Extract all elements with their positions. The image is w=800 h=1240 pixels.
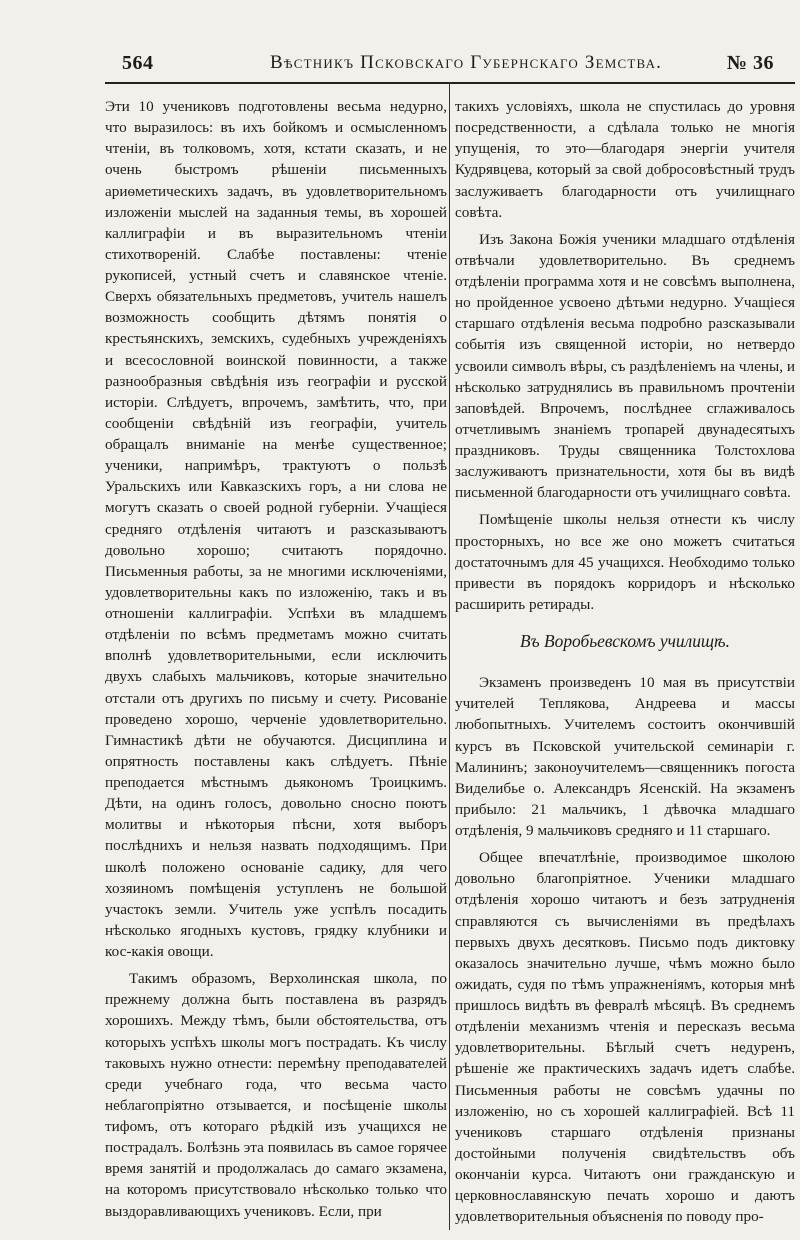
running-header bbox=[122, 50, 774, 86]
left-column bbox=[105, 96, 447, 1222]
page-number: 564 bbox=[122, 52, 154, 74]
paragraph: Экзаменъ произведенъ 10 мая въ присутствіи учителей Теплякова, Андреева и массы любопытныхъ. Учителемъ состоитъ окончившій курсъ въ Псковской учительской семинаріи г. Малининъ; законоучителемъ—священникъ погоста Виделибье о. Александръ Ясенскій. На экзаменъ прибыло: 21 мальчикъ, 1 дѣвочка младшаго отдѣленія, 9 мальчиковъ средняго и 11 старшаго. bbox=[455, 674, 795, 839]
paragraph: такихъ условіяхъ, школа не спустилась до уровня посредственности, а сдѣлала только не многія упущенія, то это—благодаря энергіи учителя Кудрявцева, который за свой добросовѣстный трудъ заслуживаетъ благодарности отъ училищнаго совѣта. bbox=[455, 98, 795, 221]
issue-number: № 36 bbox=[726, 52, 774, 74]
right-column bbox=[455, 96, 795, 1227]
column-divider bbox=[449, 82, 450, 1230]
paragraph: Изъ Закона Божія ученики младшаго отдѣленія отвѣчали удовлетворительно. Въ среднемъ отдѣленіи программа хотя и не совсѣмъ выполнена, но пройденное усвоено дѣтьми недурно. Учащіеся старшаго отдѣленія весьма подробно разсказывали событія изъ священной исторіи, но нетвердо усвоили символъ вѣры, съ раздѣленіемъ на члены, и нѣсколько затруднялись въ правильномъ прочтеніи заповѣдей. Впрочемъ, послѣднее сглаживалось отчетливымъ знаніемъ тропарей двунадесятыхъ праздниковъ. Труды священника Толстохлова заслуживаютъ признательности, хотя бы въ видѣ письменной благодарности отъ училищнаго совѣта. bbox=[455, 230, 795, 502]
journal-title: Вѣстникъ Псковскаго Губернскаго Земства. bbox=[270, 52, 663, 73]
header-rule bbox=[105, 82, 795, 84]
paragraph: Общее впечатлѣніе, производимое школою довольно благопріятное. Ученики младшаго отдѣленія хорошо читаютъ и безъ затрудненія справляются съ вычисленіями въ предѣлахъ первыхъ двухъ десятковъ. Письмо подъ диктовку оказалось значительно лучше, чѣмъ можно было ожидать, судя по тѣмъ упражненіямъ, которыя мнѣ пришлось видѣть въ февралѣ мѣсяцѣ. Въ среднемъ отдѣленіи механизмъ чтенія и пересказъ весьма удовлетворительны. Бѣглый счетъ недуренъ, рѣшеніе же практическихъ задачъ идетъ слабѣе. Письменныя работы не совсѣмъ удачны по изложенію, но съ хорошей каллиграфіей. Всѣ 11 учениковъ старшаго отдѣленія признаны достойными полученія свидѣтельствъ объ окончаніи курса. Читаютъ они гражданскую и церковнославянскую печать хорошо и даютъ удовлетворительныя объясненія по поводу про- bbox=[455, 849, 795, 1226]
paragraph: Помѣщеніе школы нельзя отнести къ числу просторныхъ, но все же оно можетъ считаться достаточнымъ для 45 учащихся. Необходимо только привести въ порядокъ корридоръ и нѣсколько расширить ретирады. bbox=[455, 511, 795, 613]
paragraph: Такимъ образомъ, Верхолинская школа, по прежнему должна быть поставлена въ разрядъ хорошихъ. Между тѣмъ, были обстоятельства, отъ которыхъ успѣхъ школы могъ пострадать. Къ числу таковыхъ нужно отнести: перемѣну преподавателей среди учебнаго года, что весьма часто неблагопріятно отзывается, и посѣщеніе школы тифомъ, отъ котораго рѣдкій изъ учащихся не пострадалъ. Болѣзнь эта появилась въ самое горячее время занятій и продолжалась до самаго экзамена, на которомъ присутствовало нѣсколько только что выздоравливающихъ учениковъ. Если, при bbox=[105, 970, 447, 1220]
section-subheading: Въ Воробьевскомъ училищѣ. bbox=[520, 631, 730, 651]
paragraph: Эти 10 учениковъ подготовлены весьма недурно, что выразилось: въ ихъ бойкомъ и осмысленномъ чтеніи, въ толковомъ, хотя, кстати сказать, и не очень быстромъ рѣшеніи письменныхъ ариѳметическихъ задачъ, въ удовлетворительномъ изложеніи мыслей на заданныя темы, въ хорошей каллиграфіи и въ выразительномъ чтеніи стихотвореній. Слабѣе поставлены: чтеніе рукописей, устный счетъ и славянское чтеніе. Сверхъ обязательныхъ предметовъ, учитель нашелъ возможность сообщить дѣтямъ понятія о крестьянскихъ, земскихъ, судебныхъ учрежденіяхъ и всесословной воинской повинности, а также разнообразныя свѣдѣнія изъ географіи и русской исторіи. Слѣдуетъ, впрочемъ, замѣтить, что, при сообщеніи свѣдѣній изъ географіи, учитель обращалъ вниманіе на менѣе существенное; ученики, напримѣръ, трактуютъ о пользѣ Уральскихъ или Кавказскихъ горъ, а ни слова не могутъ сказать о своей родной губерніи. Учащіеся средняго отдѣленія читаютъ и разсказываютъ довольно хорошо; считаютъ порядочно. Письменныя работы, за не многими исключеніями, удовлетворительны какъ по изложенію, такъ и въ отношеніи каллиграфіи. Успѣхи въ младшемъ отдѣленіи по всѣмъ предметамъ можно считать вполнѣ удовлетворительными, если исключить двухъ слабыхъ мальчиковъ, которые значительно отстали отъ другихъ по письму и счету. Рисованіе проведено хорошо, черченіе удовлетворительно. Гимнастикѣ дѣти не обучаются. Дисциплина и опрятность поставлены какъ слѣдуетъ. Пѣніе преподается мѣстнымъ дьякономъ Троицкимъ. Дѣти, на одинъ голосъ, довольно сносно поютъ молитвы и нѣкоторыя пѣсни, хотя выборъ послѣднихъ и нельзя назвать подходящимъ. При школѣ положено основаніе садику, для чего хозяиномъ помѣщенія уступленъ не большой участокъ земли. Учитель уже успѣлъ посадить нѣсколько ягодныхъ кустовъ, грядку клубники и кос-какія овощи. bbox=[105, 98, 447, 960]
